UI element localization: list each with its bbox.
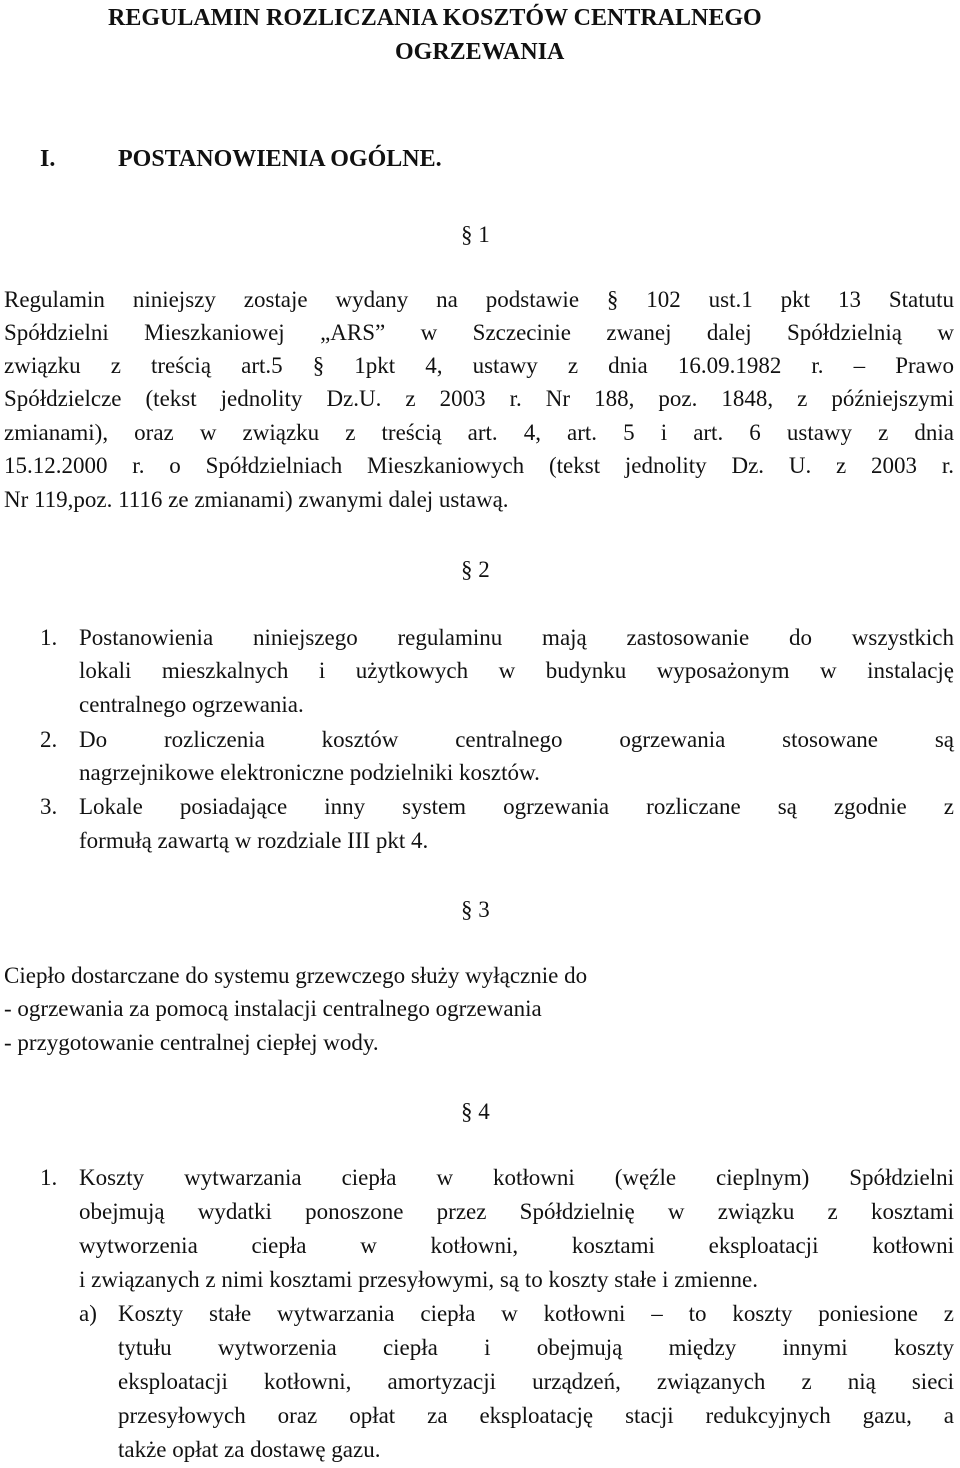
s4-item-1-line-3: wytworzenia ciepła w kotłowni, kosztami eksploatacji kotłowni [79, 1233, 954, 1258]
s2-item-1-number: 1. [40, 625, 58, 650]
s2-item-3-number: 3. [40, 794, 58, 819]
section-3-heading: § 3 [461, 897, 490, 922]
s4-sub-a-line-5: także opłat za dostawę gazu. [118, 1437, 381, 1462]
s2-item-2-line-2: nagrzejnikowe elektroniczne podzielniki kosztów. [79, 760, 540, 785]
s2-item-2-number: 2. [40, 727, 58, 752]
s1-line-3: związku z treścią art.5 § 1pkt 4, ustawy z dnia 16.09.1982 r. – Prawo [4, 353, 954, 378]
s4-item-1-line-4: i związanych z nimi kosztami przesyłowymi, są to koszty stałe i zmienne. [79, 1267, 758, 1292]
s1-line-4: Spółdzielcze (tekst jednolity Dz.U. z 2003 r. Nr 188, poz. 1848, z późniejszymi [4, 386, 954, 411]
chapter-number: I. [40, 146, 56, 172]
s1-line-6: 15.12.2000 r. o Spółdzielniach Mieszkaniowych (tekst jednolity Dz. U. z 2003 r. [4, 453, 954, 478]
s4-sub-a-label: a) [79, 1301, 97, 1326]
section-2-heading: § 2 [461, 557, 490, 582]
document-title-line-2: OGRZEWANIA [395, 39, 565, 65]
s1-line-5: zmianami), oraz w związku z treścią art. 4, art. 5 i art. 6 ustawy z dnia [4, 420, 954, 445]
s2-item-1-line-1: Postanowienia niniejszego regulaminu mają zastosowanie do wszystkich [79, 625, 954, 650]
section-4-heading: § 4 [461, 1099, 490, 1124]
s4-sub-a-line-2: tytułu wytworzenia ciepła i obejmują między innymi koszty [118, 1335, 954, 1360]
section-1-heading: § 1 [461, 222, 490, 247]
document-title-line-1: REGULAMIN ROZLICZANIA KOSZTÓW CENTRALNEGO [108, 5, 762, 31]
s2-item-2-line-1: Do rozliczenia kosztów centralnego ogrzewania stosowane są [79, 727, 954, 752]
s1-line-1: Regulamin niniejszy zostaje wydany na podstawie § 102 ust.1 pkt 13 Statutu [4, 287, 954, 312]
s2-item-1-line-2: lokali mieszkalnych i użytkowych w budynku wyposażonym w instalację [79, 658, 954, 683]
s1-line-7: Nr 119,poz. 1116 ze zmianami) zwanymi dalej ustawą. [4, 487, 509, 512]
s4-sub-a-line-4: przesyłowych oraz opłat za eksploatację stacji redukcyjnych gazu, a [118, 1403, 954, 1428]
s1-line-2: Spółdzielni Mieszkaniowej „ARS” w Szczecinie zwanej dalej Spółdzielnią w [4, 320, 954, 345]
s4-sub-a-line-1: Koszty stałe wytwarzania ciepła w kotłowni – to koszty poniesione z [118, 1301, 954, 1326]
s4-item-1-line-1: Koszty wytwarzania ciepła w kotłowni (węźle cieplnym) Spółdzielni [79, 1165, 954, 1190]
s2-item-3-line-1: Lokale posiadające inny system ogrzewania rozliczane są zgodnie z [79, 794, 954, 819]
s3-line-1: Ciepło dostarczane do systemu grzewczego służy wyłącznie do [4, 963, 588, 988]
chapter-title: POSTANOWIENIA OGÓLNE. [118, 146, 442, 172]
s4-item-1-line-2: obejmują wydatki ponoszone przez Spółdzielnię w związku z kosztami [79, 1199, 954, 1224]
s3-line-3: - przygotowanie centralnej ciepłej wody. [4, 1030, 379, 1055]
s3-line-2: - ogrzewania za pomocą instalacji centralnego ogrzewania [4, 996, 542, 1021]
s2-item-1-line-3: centralnego ogrzewania. [79, 692, 304, 717]
s4-sub-a-line-3: eksploatacji kotłowni, amortyzacji urządzeń, związanych z nią sieci [118, 1369, 954, 1394]
s2-item-3-line-2: formułą zawartą w rozdziale III pkt 4. [79, 828, 429, 853]
s4-item-1-number: 1. [40, 1165, 58, 1190]
